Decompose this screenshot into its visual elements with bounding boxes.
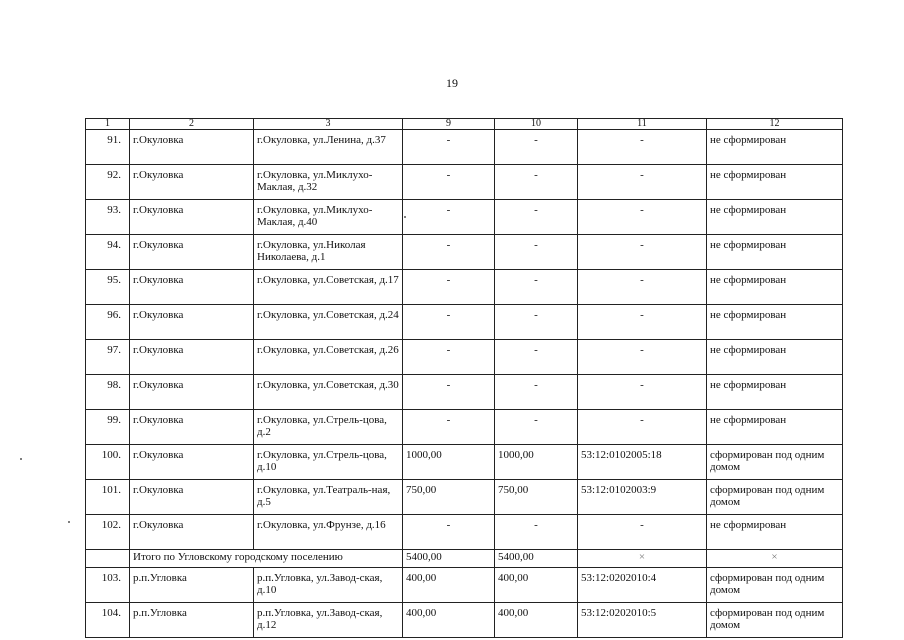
cadastral-number: - xyxy=(578,165,707,200)
row-number: 99. xyxy=(86,410,130,445)
formation-status: сформирован под одним домом xyxy=(707,568,843,603)
row-number: 92. xyxy=(86,165,130,200)
row-number: 91. xyxy=(86,130,130,165)
formation-status: не сформирован xyxy=(707,270,843,305)
row-number: 93. xyxy=(86,200,130,235)
row-number: 95. xyxy=(86,270,130,305)
settlement-name: г.Окуловка xyxy=(130,305,254,340)
area-value-9: 400,00 xyxy=(403,603,495,638)
area-value-9: - xyxy=(403,340,495,375)
formation-status: не сформирован xyxy=(707,375,843,410)
table-row xyxy=(86,480,843,515)
scan-speck xyxy=(404,216,406,218)
table-row xyxy=(86,445,843,480)
cadastral-number: - xyxy=(578,270,707,305)
area-value-10: 400,00 xyxy=(495,603,578,638)
column-header: 1 xyxy=(86,119,130,130)
column-header: 2 xyxy=(130,119,254,130)
cadastral-number: - xyxy=(578,235,707,270)
address: г.Окуловка, ул.Стрель-цова, д.2 xyxy=(254,410,403,445)
column-header: 9 xyxy=(403,119,495,130)
area-value-10: - xyxy=(495,165,578,200)
settlement-name: г.Окуловка xyxy=(130,445,254,480)
total-label: Итого по Угловскому городскому поселению xyxy=(130,550,403,568)
table-row xyxy=(86,568,843,603)
area-value-10: 400,00 xyxy=(495,568,578,603)
cadastral-number: 53:12:0202010:5 xyxy=(578,603,707,638)
column-header: 3 xyxy=(254,119,403,130)
address: г.Окуловка, ул.Миклухо-Маклая, д.32 xyxy=(254,165,403,200)
scan-speck xyxy=(68,521,70,523)
area-value-9: - xyxy=(403,165,495,200)
area-value-10: - xyxy=(495,375,578,410)
cadastral-number: - xyxy=(578,410,707,445)
area-value-9: - xyxy=(403,235,495,270)
settlement-name: г.Окуловка xyxy=(130,235,254,270)
area-value-9: - xyxy=(403,270,495,305)
row-number: 101. xyxy=(86,480,130,515)
row-number: 94. xyxy=(86,235,130,270)
cadastral-number: 53:12:0102005:18 xyxy=(578,445,707,480)
cadastral-number: - xyxy=(578,375,707,410)
area-value-10: - xyxy=(495,270,578,305)
total-row-empty-cell xyxy=(86,550,130,568)
row-number: 98. xyxy=(86,375,130,410)
formation-status: сформирован под одним домом xyxy=(707,480,843,515)
cadastral-number: - xyxy=(578,305,707,340)
address: г.Окуловка, ул.Театраль-ная, д.5 xyxy=(254,480,403,515)
area-value-9: - xyxy=(403,200,495,235)
area-value-9: - xyxy=(403,130,495,165)
area-value-9: - xyxy=(403,515,495,550)
area-value-9: 1000,00 xyxy=(403,445,495,480)
area-value-10: 1000,00 xyxy=(495,445,578,480)
settlement-name: г.Окуловка xyxy=(130,480,254,515)
table-row xyxy=(86,200,843,235)
scan-speck xyxy=(20,458,22,460)
address: г.Окуловка, ул.Ленина, д.37 xyxy=(254,130,403,165)
area-value-9: 400,00 xyxy=(403,568,495,603)
table-row xyxy=(86,410,843,445)
total-row xyxy=(86,550,843,568)
address: г.Окуловка, ул.Миклухо-Маклая, д.40 xyxy=(254,200,403,235)
address: р.п.Угловка, ул.Завод-ская, д.12 xyxy=(254,603,403,638)
registry-table xyxy=(85,118,843,638)
cross-mark: × xyxy=(707,550,843,568)
address: р.п.Угловка, ул.Завод-ская, д.10 xyxy=(254,568,403,603)
settlement-name: г.Окуловка xyxy=(130,375,254,410)
row-number: 100. xyxy=(86,445,130,480)
area-value-9: - xyxy=(403,375,495,410)
table-row xyxy=(86,270,843,305)
table-row xyxy=(86,515,843,550)
area-value-10: - xyxy=(495,410,578,445)
page-number: 19 xyxy=(446,76,458,90)
area-value-9: 5400,00 xyxy=(403,550,495,568)
address: г.Окуловка, ул.Советская, д.24 xyxy=(254,305,403,340)
area-value-10: - xyxy=(495,340,578,375)
cadastral-number: - xyxy=(578,515,707,550)
table-row xyxy=(86,603,843,638)
column-header: 11 xyxy=(578,119,707,130)
formation-status: не сформирован xyxy=(707,235,843,270)
area-value-10: - xyxy=(495,200,578,235)
table-row xyxy=(86,340,843,375)
settlement-name: г.Окуловка xyxy=(130,515,254,550)
area-value-10: - xyxy=(495,130,578,165)
formation-status: сформирован под одним домом xyxy=(707,603,843,638)
row-number: 96. xyxy=(86,305,130,340)
table-row xyxy=(86,305,843,340)
cross-mark: × xyxy=(578,550,707,568)
formation-status: сформирован под одним домом xyxy=(707,445,843,480)
column-header: 10 xyxy=(495,119,578,130)
settlement-name: г.Окуловка xyxy=(130,410,254,445)
cadastral-number: - xyxy=(578,200,707,235)
address: г.Окуловка, ул.Советская, д.17 xyxy=(254,270,403,305)
area-value-10: - xyxy=(495,305,578,340)
row-number: 103. xyxy=(86,568,130,603)
column-number-row xyxy=(86,119,843,130)
area-value-9: - xyxy=(403,305,495,340)
settlement-name: р.п.Угловка xyxy=(130,568,254,603)
settlement-name: г.Окуловка xyxy=(130,340,254,375)
area-value-9: - xyxy=(403,410,495,445)
address: г.Окуловка, ул.Стрель-цова, д.10 xyxy=(254,445,403,480)
settlement-name: г.Окуловка xyxy=(130,270,254,305)
formation-status: не сформирован xyxy=(707,410,843,445)
area-value-10: 750,00 xyxy=(495,480,578,515)
table-row xyxy=(86,235,843,270)
column-header: 12 xyxy=(707,119,843,130)
cadastral-number: 53:12:0102003:9 xyxy=(578,480,707,515)
settlement-name: р.п.Угловка xyxy=(130,603,254,638)
formation-status: не сформирован xyxy=(707,305,843,340)
row-number: 102. xyxy=(86,515,130,550)
area-value-10: 5400,00 xyxy=(495,550,578,568)
table-row xyxy=(86,165,843,200)
formation-status: не сформирован xyxy=(707,340,843,375)
cadastral-number: - xyxy=(578,340,707,375)
address: г.Окуловка, ул.Советская, д.30 xyxy=(254,375,403,410)
cadastral-number: 53:12:0202010:4 xyxy=(578,568,707,603)
row-number: 97. xyxy=(86,340,130,375)
area-value-10: - xyxy=(495,235,578,270)
row-number: 104. xyxy=(86,603,130,638)
settlement-name: г.Окуловка xyxy=(130,200,254,235)
area-value-10: - xyxy=(495,515,578,550)
formation-status: не сформирован xyxy=(707,515,843,550)
settlement-name: г.Окуловка xyxy=(130,130,254,165)
address: г.Окуловка, ул.Советская, д.26 xyxy=(254,340,403,375)
address: г.Окуловка, ул.Николая Николаева, д.1 xyxy=(254,235,403,270)
settlement-name: г.Окуловка xyxy=(130,165,254,200)
table-row xyxy=(86,375,843,410)
formation-status: не сформирован xyxy=(707,165,843,200)
formation-status: не сформирован xyxy=(707,130,843,165)
address: г.Окуловка, ул.Фрунзе, д.16 xyxy=(254,515,403,550)
formation-status: не сформирован xyxy=(707,200,843,235)
table-row xyxy=(86,130,843,165)
area-value-9: 750,00 xyxy=(403,480,495,515)
cadastral-number: - xyxy=(578,130,707,165)
